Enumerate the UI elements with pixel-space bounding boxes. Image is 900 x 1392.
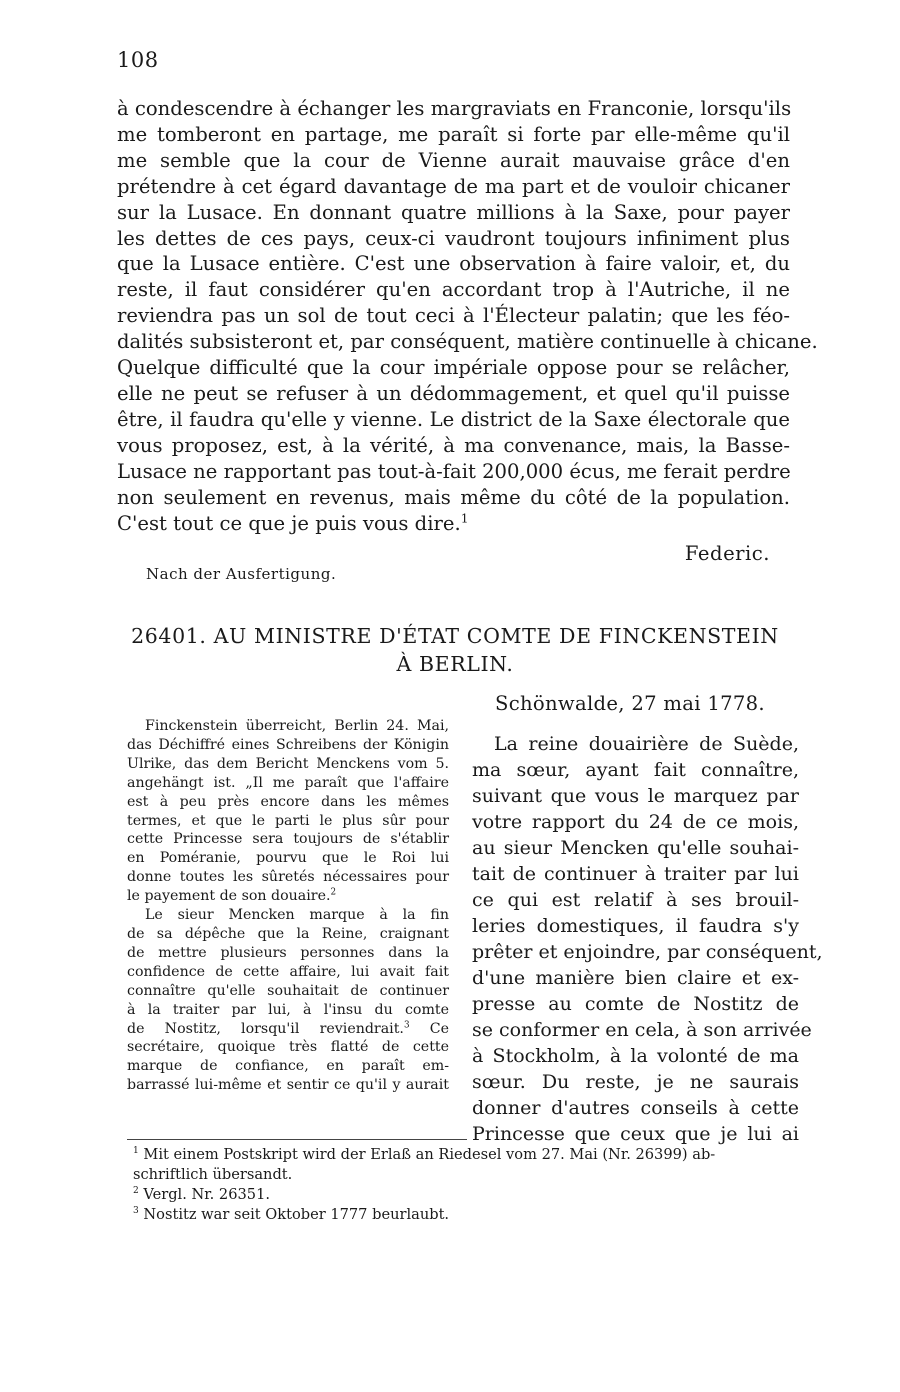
letter-body-line: donner d'autres conseils à cette [472,1097,799,1119]
side-column-line: est à peu près encore dans les mêmes [127,793,449,810]
letter-body-line: suivant que vous le marquez par [472,785,799,807]
side-column-line: das Déchiffré eines Schreibens der Königin [127,736,449,753]
side-column-line: de Nostitz, lorsqu'il reviendrait.$^3$ Ce [127,1019,450,1037]
main-text [117,96,818,536]
footnote-mark: 1 [133,1146,139,1157]
letter-body-line: ma sœur, ayant fait connaître, [472,759,799,781]
side-column-line: de mettre plusieurs personnes dans la [127,944,449,961]
main-text-line: reste, il faut considérer qu'en accordant trop à l'Autriche, il ne [117,278,790,302]
letter-body-line: sœur. Du reste, je ne saurais [472,1071,799,1093]
main-text-line: Lusace ne rapportant pas tout-à-fait 200,000 écus, me ferait perdre [117,459,791,483]
side-column-line: de sa dépêche que la Reine, craignant [127,925,449,942]
letter-body-line: presse au comte de Nostitz de [472,993,799,1015]
main-text-line: non seulement en revenus, mais même du côté de la population. [117,485,790,509]
side-column-line: donne toutes les sûretés nécessaires pour [127,869,449,886]
footnote-mark: 2 [330,887,337,898]
source-note: Nach der Ausfertigung. [146,565,337,583]
side-column-line: à la traiter par lui, à l'insu du comte [127,1001,449,1018]
main-text-line: C'est tout ce que je puis vous dire.$^1$ [117,510,469,535]
letter-heading [117,622,793,678]
side-column-line: Ulrike, das dem Bericht Menckens vom 5. [127,755,449,772]
side-column-line: Finckenstein überreicht, Berlin 24. Mai, [145,718,449,734]
side-column-line: angehängt ist. „Il me paraît que l'affaire [127,774,449,791]
letter-body-line: Princesse que ceux que je lui ai [472,1123,799,1145]
main-text-line: elle ne peut se refuser à un dédommagement, et quel qu'il puisse [117,381,790,405]
side-column-line: confidence de cette affaire, lui avait fait [127,963,449,980]
letter-body-line: prêter et enjoindre, par conséquent, [472,941,823,963]
letter-body-line: se conformer en cela, à son arrivée [472,1019,812,1041]
side-column-line: connaître qu'elle souhaitait de continuer [127,982,449,999]
side-column-line: cette Princesse sera toujours de s'établir [127,831,449,848]
side-column-summary [127,717,449,1095]
page-number: 108 [117,48,159,72]
letter-heading-line-1: 26401. AU MINISTRE D'ÉTAT COMTE DE FINCKENSTEIN [131,624,779,648]
letter-body-line: à Stockholm, à la volonté de ma [472,1045,799,1067]
letter-body-line: tait de continuer à traiter par lui [472,863,799,885]
side-column-line: Le sieur Mencken marque à la fin [145,907,449,924]
footnote-mark: 3 [403,1019,410,1030]
main-text-line: être, il faudra qu'elle y vienne. Le district de la Saxe électorale que [117,407,790,431]
footnote [133,1205,803,1225]
footnote [133,1185,803,1205]
main-text-line: dalités subsisteront et, par conséquent, matière continuelle à chicane. [117,330,818,354]
side-column-line: le payement de son douaire.$^2$ [127,887,337,905]
main-text-line: sur la Lusace. En donnant quatre millions à la Saxe, pour payer [117,200,790,224]
dateline: Schönwalde, 27 mai 1778. [495,692,765,715]
footnote-text: Nostitz war seit Oktober 1777 beurlaubt. [138,1206,450,1223]
footnote-mark: 3 [133,1206,139,1217]
side-column-line: marque de confiance, en paraît em- [127,1058,449,1075]
letter-body-line: ce qui est relatif à ses brouil- [472,889,799,911]
main-text-line: me semble que la cour de Vienne aurait mauvaise grâce d'en [117,148,790,172]
main-text-line: Quelque difficulté que la cour impériale oppose pour se relâcher, [117,356,790,380]
letter-body-line: votre rapport du 24 de ce mois, [472,811,799,833]
letter-body [472,731,823,1147]
main-text-line: me tomberont en partage, me paraît si forte par elle-même qu'il [117,122,790,146]
footnote-mark: 1 [460,510,469,525]
main-text-line: les dettes de ces pays, ceux-ci vaudront toujours infiniment plus [117,226,790,250]
main-text-line: prétendre à cet égard davantage de ma part et de vouloir chicaner [117,174,790,198]
footnote-text: Vergl. Nr. 26351. [138,1186,270,1203]
side-column-line: secrétaire, quoique très flatté de cette [127,1039,449,1056]
side-column-line: en Poméranie, pourvu que le Roi lui [127,850,449,867]
footnote-mark: 2 [133,1186,139,1197]
side-column-line: barrassé lui-même et sentir ce qu'il y aurait [127,1077,449,1094]
main-text-line: que la Lusace entière. C'est une observation à faire valoir, et, du [117,252,790,276]
letter-body-line: au sieur Mencken qu'elle souhai- [472,837,799,859]
letter-body-line: d'une manière bien claire et ex- [472,967,799,989]
letter-body-line: leries domestiques, il faudra s'y [472,915,799,937]
footnote [133,1145,803,1165]
side-column-line: termes, et que le parti le plus sûr pour [127,812,449,829]
footnote-continuation: schriftlich übersandt. [133,1166,293,1183]
letter-body-line: La reine douairière de Suède, [494,733,799,755]
footnote-text: Mit einem Postskript wird der Erlaß an Riedesel vom 27. Mai (Nr. 26399) ab- [138,1146,716,1163]
side-column-text: Ce [409,1020,450,1037]
footnote-rule [127,1139,467,1140]
signature: Federic. [684,542,770,565]
main-text-line: reviendra pas un sol de tout ceci à l'Électeur palatin; que les féo- [117,304,790,328]
footnotes [133,1145,803,1225]
letter-heading-line-2: À BERLIN. [396,652,514,676]
main-text-line: à condescendre à échanger les margraviats en Franconie, lorsqu'ils [117,97,792,120]
main-text-line: vous proposez, est, à la vérité, à ma convenance, mais, la Basse- [117,433,790,457]
